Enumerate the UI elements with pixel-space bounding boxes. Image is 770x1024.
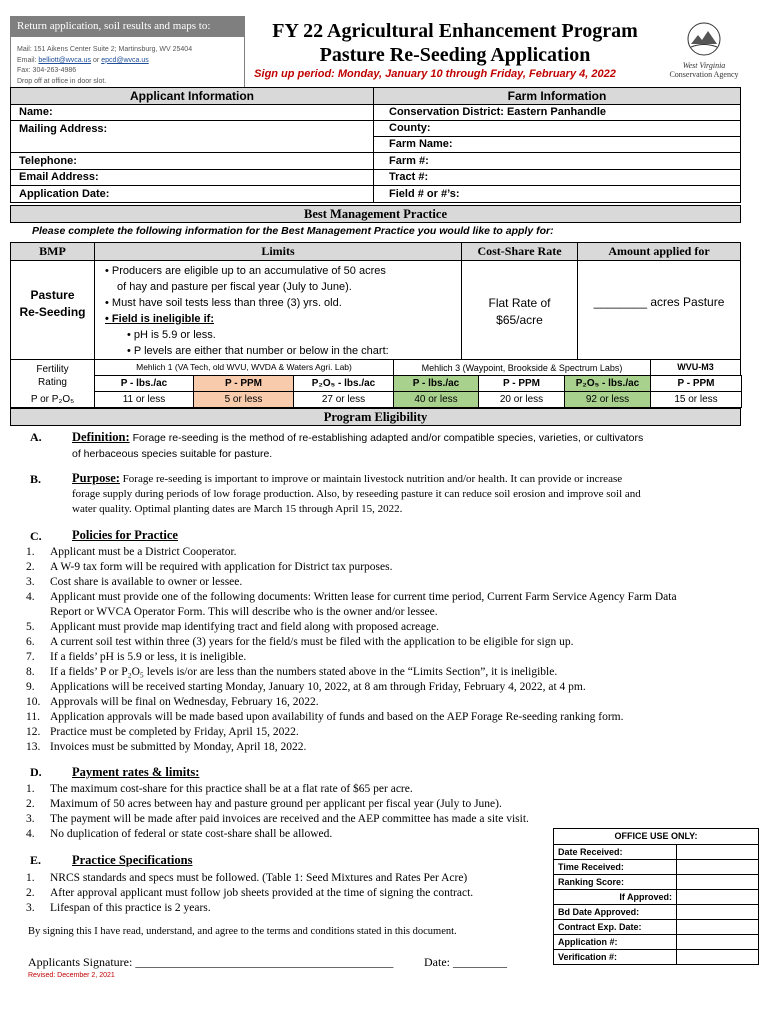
policy-item-text: Applicant must be a District Cooperator. [50,546,237,558]
amount-value: ________ acres Pasture [593,295,725,309]
eligibility-header: Program Eligibility [10,408,741,426]
policy-item-number: 8. [26,666,35,678]
office-value-field[interactable] [677,950,759,965]
office-row-app-no [553,935,759,950]
farm-name-field[interactable]: Farm Name: [373,136,741,153]
soil-col-header: P - PPM [193,375,294,392]
section-b-letter: B. [30,472,42,486]
office-label: Ranking Score: [553,875,677,890]
applicant-telephone-field[interactable]: Telephone: [10,152,374,170]
soil-value-cell: 15 or less [650,391,742,408]
policy-item-text: Application approvals will be made based upon availability of funds and based on the AEP Forage Re-seeding ranking form. [50,711,624,723]
soil-col-header: P - PPM [478,375,565,392]
policy-item-number: 2. [26,561,35,573]
signature-date[interactable]: Date: _________ [424,955,507,969]
office-use-box [553,828,759,965]
office-row-time-received [553,860,759,875]
office-value-field[interactable] [677,890,759,905]
office-label: Time Received: [553,860,677,875]
policy-item-text: A current soil test within three (3) years for the field/s must be filed with the application to be eligible for sign up. [50,636,574,648]
soil-value-cell: 20 or less [478,391,565,408]
policy-item-number: 3. [26,576,35,588]
applicant-header: Applicant Information [10,87,374,105]
policy-item-number: 4. [26,591,35,603]
soil-col-header: P - lbs./ac [393,375,479,392]
logo-line-2: Conservation Agency [669,70,739,79]
farm-field-number-field[interactable]: Field # or #’s: [373,185,741,203]
office-row-contract [553,920,759,935]
office-label: Date Received: [553,845,677,860]
rate-line1: Flat Rate of [488,296,551,310]
policy-item-number: 1. [26,546,35,558]
agreement-text: By signing this I have read, understand, and agree to the terms and conditions stated in this document. [28,926,457,937]
office-label: Verification #: [553,950,677,965]
revised-note: Revised: December 2, 2021 [28,972,115,979]
spec-item-number: 3. [26,902,35,914]
section-d-letter: D. [30,765,42,779]
definition-text-2: of herbaceous species suitable for pasture. [72,448,273,460]
soil-value-cell: 92 or less [564,391,651,408]
policy-item-text: If a fields’ pH is 5.9 or less, it is ineligible. [50,651,247,663]
farm-county-field[interactable]: County: [373,120,741,137]
limit-item-1b: of hay and pasture per fiscal year (July to June). [117,281,352,293]
office-value-field[interactable] [677,920,759,935]
office-value-field[interactable] [677,860,759,875]
office-value-field[interactable] [677,875,759,890]
definition-title: Definition: [72,430,130,444]
wvu-head: WVU-M3 [650,359,741,376]
section-a-letter: A. [30,430,42,444]
bmp-name-line2: Re-Seeding [19,305,86,319]
limit-item-3b: • P levels are either that number or below in the chart: [127,345,389,357]
logo-line-1: West Virginia [682,61,726,70]
policy-item-number: 5. [26,621,35,633]
office-label: Bd Date Approved: [553,905,677,920]
office-value-field[interactable] [677,905,759,920]
policy-item-number: 6. [26,636,35,648]
purpose-text-2: forage supply during periods of low forage production. Also, by reseeding pasture it can reduce soil erosion and improve soil and [72,488,641,500]
bmp-section-header: Best Management Practice [10,205,741,223]
office-row-ranking [553,875,759,890]
purpose-text-3: water quality. Optimal planting dates are March 15 through April 15, 2022. [72,503,403,515]
fertility-label: Fertility [36,364,69,375]
page-subtitle: Pasture Re-Seeding Application [319,44,591,66]
bmp-name-line1: Pasture [30,288,75,302]
col-amount: Amount applied for [577,242,741,261]
policy-item-text: Report or WVCA Operator Form. This will describe who is the owner and/or lessee. [50,606,438,618]
return-dropoff: Drop off at office in door slot. [17,77,107,85]
amount-cell[interactable] [577,260,741,360]
email-or: or [93,56,100,64]
signature-line[interactable]: Applicants Signature: ___________________________________________ [28,955,394,969]
email-prefix: Email: [17,56,37,64]
soil-col-header: P - lbs./ac [94,375,194,392]
office-row-verification [553,950,759,965]
soil-value-cell: 5 or less [193,391,294,408]
p-label: P or P₂O₅ [30,394,75,405]
soil-value-cell: 27 or less [293,391,394,408]
soil-col-header: P₂O₅ - lbs./ac [293,375,394,392]
payment-item-text: The payment will be made after paid invoices are received and the AEP committee has made a site visit. [50,813,529,825]
applicant-mailing-field[interactable]: Mailing Address: [10,120,374,153]
payment-item-number: 3. [26,813,35,825]
limit-item-1: • Producers are eligible up to an accumulative of 50 acres [105,265,386,277]
payment-item-text: No duplication of federal or state cost-share shall be allowed. [50,828,333,840]
policy-item-text: If a fields’ P or P₂O₅ levels is/or are less than the numbers stated above in the “Limits Section”, it is ineligible. [50,666,558,678]
spec-item-text: Lifespan of this practice is 2 years. [50,902,211,914]
policies-title: Policies for Practice [72,528,178,542]
return-heading: Return application, soil results and maps to: [11,17,244,37]
policy-item-text: Approvals will be final on Wednesday, February 16, 2022. [50,696,319,708]
policy-item-number: 12. [26,726,41,738]
page-title: FY 22 Agricultural Enhancement Program [272,20,638,42]
policy-item-number: 13. [26,741,41,753]
policy-item-number: 10. [26,696,41,708]
limit-item-2: • Must have soil tests less than three (3) yrs. old. [105,297,342,309]
soil-col-header: P - PPM [650,375,742,392]
policy-item-number: 11. [26,711,40,723]
soil-col-header: P₂O₅ - lbs./ac [564,375,651,392]
logo-emblem-icon [687,22,721,56]
farm-tract-field[interactable]: Tract #: [373,169,741,186]
definition-text-1: Forage re-seeding is the method of re-establishing adapted and/or compatible species, varieties, or cultivators [132,432,644,444]
farm-number-field[interactable]: Farm #: [373,152,741,170]
applicant-email-field[interactable]: Email Address: [10,169,374,186]
return-fax: Fax: 304-263-4986 [17,67,77,74]
limit-item-3a: • pH is 5.9 or less. [127,329,216,341]
office-label: Application #: [553,935,677,950]
policy-item-text: Applicant must provide one of the following documents: Written lease for current time period, Current Farm Service Agency Farm Data [50,591,677,603]
return-mail: Mail: 151 Aikens Center Suite 2; Martinsburg, WV 25404 [17,46,193,53]
payment-title: Payment rates & limits: [72,765,200,779]
mehlich3-head: Mehlich 3 (Waypoint, Brookside & Spectrum Labs) [393,359,651,376]
rating-label: Rating [38,377,67,388]
policy-item-text: Invoices must be submitted by Monday, April 18, 2022. [50,741,307,753]
spec-item-text: NRCS standards and specs must be followed. (Table 1: Seed Mixtures and Rates Per Acre) [50,872,468,884]
return-email-line [11,56,244,67]
return-info-box [10,16,245,88]
office-row-if-approved [553,890,759,905]
policy-item-number: 9. [26,681,35,693]
policy-item-text: Applicant must provide map identifying tract and field along with proposed acreage. [50,621,439,633]
office-heading: OFFICE USE ONLY: [553,828,759,845]
section-c-letter: C. [30,529,42,543]
policy-item-number: 7. [26,651,35,663]
signup-period: Sign up period: Monday, January 10 through Friday, February 4, 2022 [254,68,616,80]
payment-item-number: 2. [26,798,35,810]
purpose-text-1: Forage re-seeding is important to improve or maintain livestock nutrition and/or health. It can provide or increase [122,473,623,485]
office-value-field[interactable] [677,845,759,860]
policy-item-text: Cost share is available to owner or lessee. [50,576,243,588]
applicant-name-field[interactable]: Name: [10,104,374,121]
section-e-letter: E. [30,853,42,867]
specs-title: Practice Specifications [72,853,193,867]
application-date-field[interactable]: Application Date: [10,185,374,203]
soil-value-cell: 40 or less [393,391,479,408]
office-label: Contract Exp. Date: [553,920,677,935]
col-limits: Limits [94,242,462,261]
spec-item-number: 2. [26,887,35,899]
purpose-title: Purpose: [72,471,120,485]
purpose-para [72,471,762,517]
payment-item-number: 1. [26,783,35,795]
bmp-name-cell [10,260,95,360]
mehlich1-head: Mehlich 1 (VA Tech, old WVU, WVDA & Waters Agri. Lab) [94,359,394,376]
bmp-instruction: Please complete the following information for the Best Management Practice you would like to apply for: [32,225,554,237]
fertility-label-cell [10,359,95,408]
policy-item-text: Applications will be received starting Monday, January 10, 2022, at 8 am through Friday, February 4, 2022, at 4 pm. [50,681,586,693]
col-bmp: BMP [10,242,95,261]
rate-line2: $65/acre [496,313,543,327]
cost-share-cell [461,260,578,360]
col-cost-share: Cost-Share Rate [461,242,578,261]
definition-para [72,429,762,462]
policy-item-text: Practice must be completed by Friday, April 15, 2022. [50,726,299,738]
soil-value-cell: 11 or less [94,391,194,408]
payment-item-number: 4. [26,828,35,840]
limit-item-3: • Field is ineligible if: [105,313,214,325]
email-link-1[interactable]: belliott@wvca.us [38,56,92,64]
spec-item-number: 1. [26,872,35,884]
payment-item-text: Maximum of 50 acres between hay and pasture ground per applicant per fiscal year (July to June). [50,798,502,810]
policy-item-text: A W-9 tax form will be required with application for District tax purposes. [50,561,393,573]
limits-cell [94,260,462,360]
office-value-field[interactable] [677,935,759,950]
email-link-2[interactable]: epcd@wvca.us [101,56,149,64]
office-label: If Approved: [553,890,677,905]
office-row-bd-date [553,905,759,920]
spec-item-text: After approval applicant must follow job sheets provided at the time of signing the contract. [50,887,474,899]
payment-item-text: The maximum cost-share for this practice shall be at a flat rate of $65 per acre. [50,783,413,795]
farm-header: Farm Information [373,87,741,105]
office-row-date-received [553,845,759,860]
agency-logo [654,22,754,82]
farm-district-field[interactable]: Conservation District: Eastern Panhandle [373,104,741,121]
